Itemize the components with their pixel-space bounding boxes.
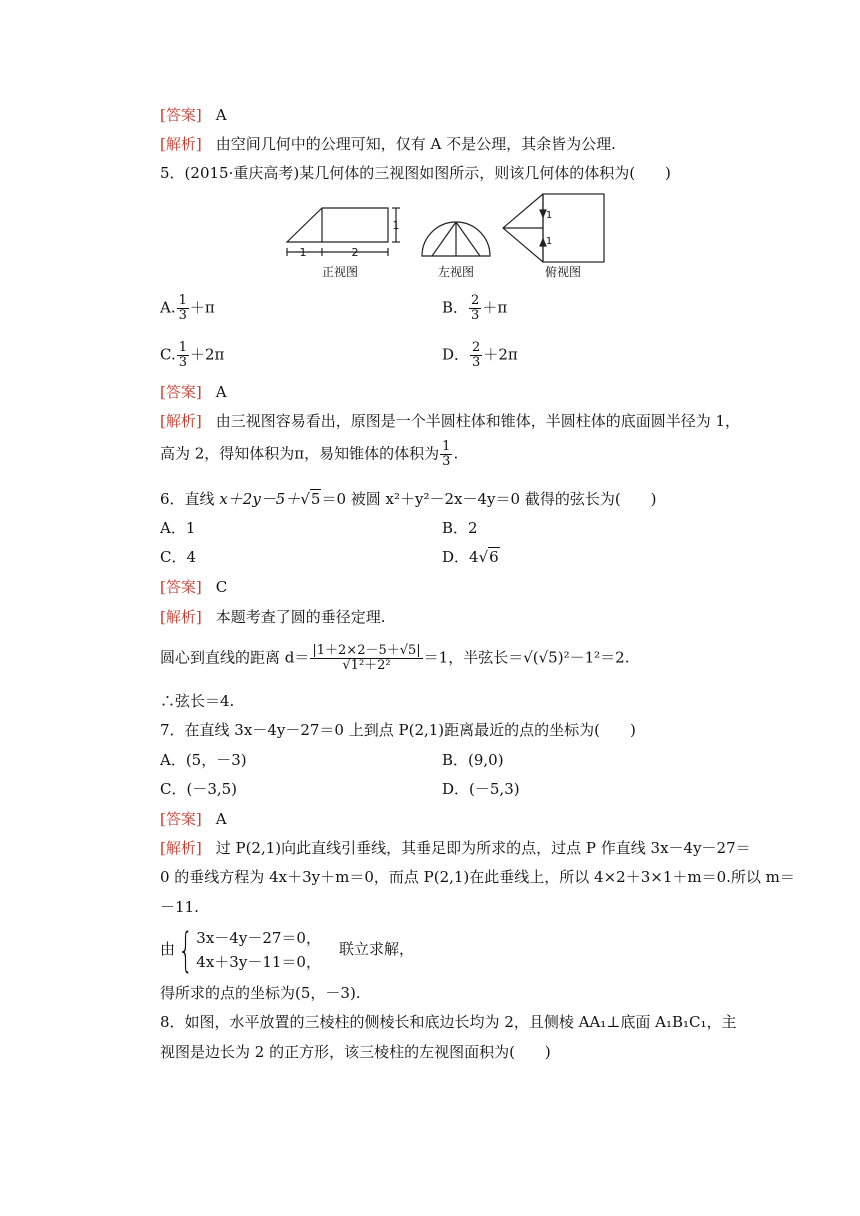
front-view-shape: [287, 208, 388, 242]
front-view-label: 正视图: [321, 265, 359, 279]
analysis-tag: [解析]: [160, 135, 202, 153]
q6-analysis-line: [解析] 本题考查了圆的垂径定理.: [160, 608, 386, 626]
q4-answer: A: [215, 106, 227, 124]
q7-system-line: 由{ 3x－4y－27＝0， 4x＋3y－11＝0， 联立求解，: [160, 923, 414, 977]
q4-answer-line: [160, 104, 227, 126]
side-view-label: 左视图: [437, 265, 475, 279]
q7-option-d: D．(－5,3): [442, 780, 520, 798]
q6-answer-line: [答案] C: [160, 578, 228, 596]
q5-option-a: A. $\frac{1}{3}$ ＋π: [160, 293, 215, 323]
q5-analysis-line-2: 高为 2，得知体积为π，易知锥体的体积为 $\frac{1}{3}$ .: [160, 439, 459, 469]
dim-label-2: 2: [351, 246, 359, 259]
q4-analysis: 由空间几何中的公理可知，仅有 A 不是公理，其余皆为公理.: [215, 135, 616, 153]
q5-option-b: B． $\frac{2}{3}$ ＋π: [442, 293, 508, 323]
q8-stem-line-1: 8．如图，水平放置的三棱柱的侧棱长和底边长均为 2，且侧棱 AA₁⊥底面 A₁B₁C₁，主: [160, 1013, 737, 1031]
q6-option-d: D．4√6: [442, 548, 499, 566]
dim-label-1: 1: [299, 246, 307, 259]
top-view-label: 俯视图: [544, 265, 582, 279]
answer-tag: [答案]: [160, 106, 202, 124]
q6-stem: 6．直线 x＋2y－5＋√5＝0 被圆 x²＋y²－2x－4y＝0 截得的弦长为( ): [160, 490, 657, 508]
q7-option-b: B．(9,0): [442, 751, 504, 769]
q7-option-a: A．(5，－3): [160, 751, 247, 769]
dim-label-t1: 1: [545, 210, 553, 221]
q7-answer-line: [答案] A: [160, 810, 227, 828]
q5-analysis-line-1: [解析] 由三视图容易看出，原图是一个半圆柱体和锥体，半圆柱体的底面圆半径为 1，: [160, 412, 741, 430]
q6-distance-line: 圆心到直线的距离 d＝ $\frac{|1+2\times 2-5+√5|}{\text{√1²＋2²}}$ ＝1，半弦长＝√(√5)²－1²＝2.: [160, 643, 630, 673]
q5-stem: 5．(2015·重庆高考)某几何体的三视图如图所示，则该几何体的体积为( ): [160, 164, 671, 182]
q8-stem-line-2: 视图是边长为 2 的正方形，该三棱柱的左视图面积为( ): [160, 1043, 551, 1061]
q7-analysis-line-1: [解析] 过 P(2,1)向此直线引垂线，其垂足即为所求的点，过点 P 作直线 3x－4y－27＝: [160, 839, 751, 857]
q7-option-c: C．(－3,5): [160, 780, 238, 798]
three-view-figure: [0, 188, 860, 288]
q7-analysis-line-3: －11.: [160, 898, 199, 916]
q5-answer: A: [215, 383, 227, 401]
q5-option-c: C. $\frac{1}{3}$ ＋2π: [160, 340, 225, 370]
q7-stem: 7．在直线 3x－4y－27＝0 上到点 P(2,1)距离最近的点的坐标为( ): [160, 721, 636, 739]
q6-option-a: A．1: [160, 519, 196, 537]
q5-option-d: D． $\frac{2}{3}$ ＋2π: [442, 340, 518, 370]
q7-answer: A: [215, 810, 227, 828]
dim-label-t2: 1: [545, 236, 553, 247]
q6-option-b: B．2: [442, 519, 478, 537]
q6-option-c: C．4: [160, 548, 197, 566]
q5-answer-line: [答案] A: [160, 383, 227, 401]
q6-result-line: ∴弦长＝4.: [160, 692, 235, 710]
dim-label-h: 1: [392, 219, 400, 232]
top-view-shape: [543, 194, 604, 262]
q7-result-line: 得所求的点的坐标为(5，－3).: [160, 984, 361, 1002]
q7-analysis-line-2: 0 的垂线方程为 4x＋3y＋m＝0，而点 P(2,1)在此垂线上，所以 4×2＋3×1＋m＝0.所以 m＝: [160, 868, 795, 886]
q6-answer: C: [215, 578, 228, 596]
q4-analysis-line: [160, 133, 616, 155]
